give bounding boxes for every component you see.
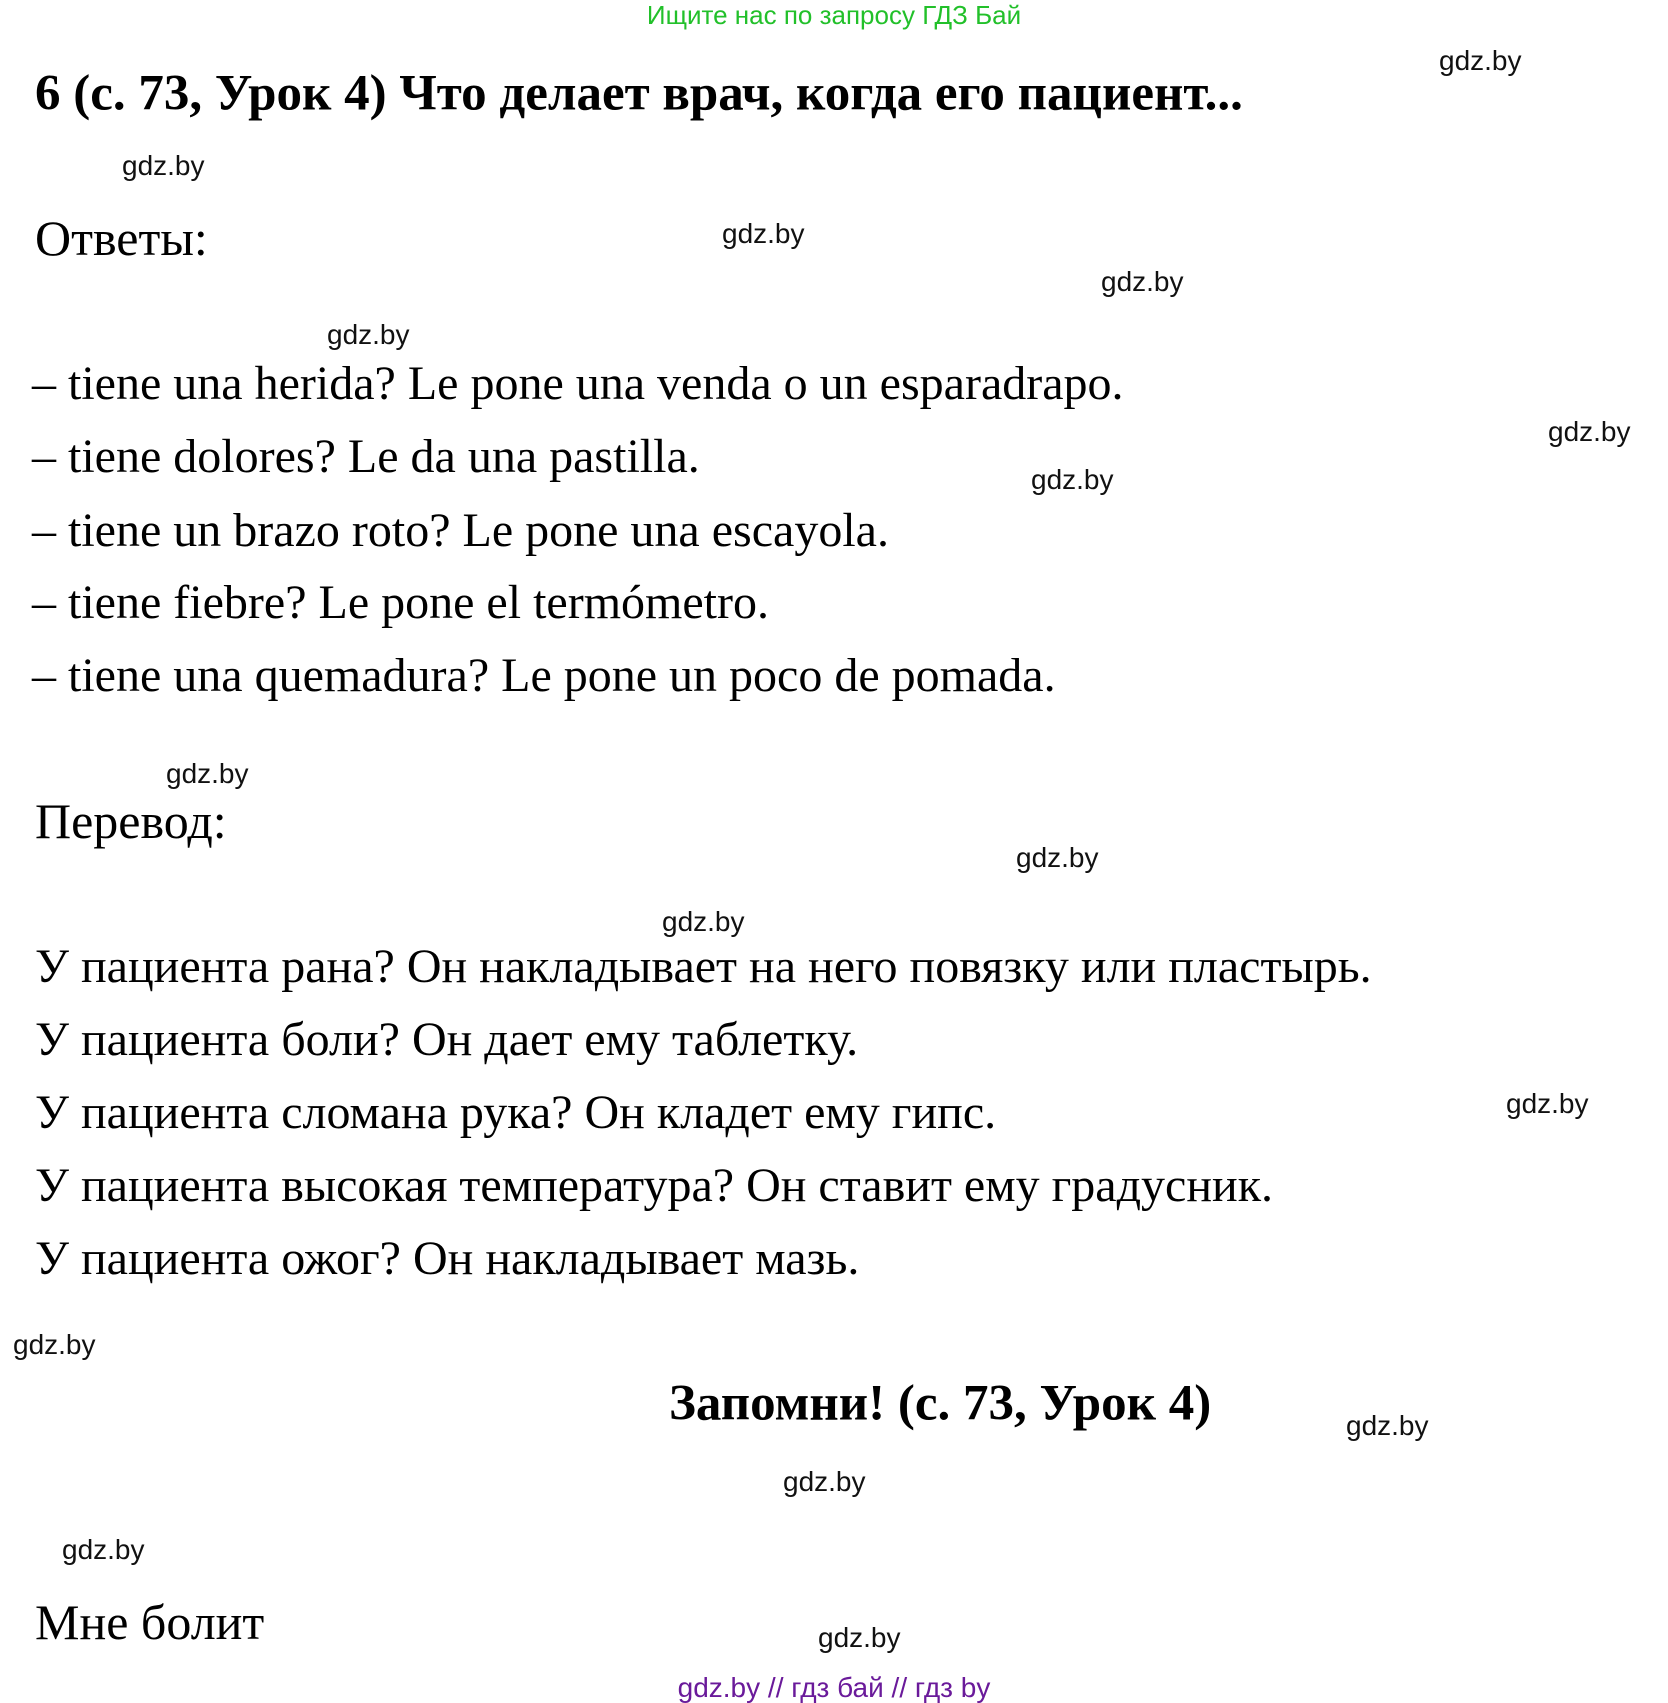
watermark: gdz.by: [1016, 842, 1099, 873]
footer-links[interactable]: gdz.by // гдз бай // гдз by: [677, 1672, 991, 1703]
page-title: 6 (с. 73, Урок 4) Что делает врач, когда его пациент...: [35, 65, 1243, 122]
watermark: gdz.by: [1439, 45, 1522, 76]
answers-heading: Ответы:: [35, 210, 208, 266]
watermark: gdz.by: [1031, 464, 1114, 495]
watermark: gdz.by: [13, 1329, 96, 1360]
answer-line: – tiene una quemadura? Le pone un poco de pomada.: [32, 649, 1056, 702]
translation-line: У пациента рана? Он накладывает на него повязку или пластырь.: [35, 940, 1372, 993]
translation-line: У пациента сломана рука? Он кладет ему гипс.: [35, 1086, 997, 1139]
watermark: gdz.by: [1346, 1410, 1429, 1441]
answer-line: – tiene una herida? Le pone una venda o un esparadrapo.: [32, 357, 1124, 410]
watermark: gdz.by: [818, 1622, 901, 1653]
watermark: gdz.by: [783, 1466, 866, 1497]
watermark: gdz.by: [327, 319, 410, 350]
answer-line: – tiene dolores? Le da una pastilla.: [32, 430, 700, 483]
translation-line: У пациента ожог? Он накладывает мазь.: [35, 1232, 860, 1285]
watermark: gdz.by: [166, 758, 249, 789]
answer-line: – tiene un brazo roto? Le pone una escayola.: [32, 504, 889, 557]
remember-heading: Запомни! (с. 73, Урок 4): [669, 1375, 1212, 1432]
translation-line: У пациента боли? Он дает ему таблетку.: [35, 1013, 859, 1066]
watermark: gdz.by: [122, 150, 205, 181]
promo-banner[interactable]: Ищите нас по запросу ГДЗ Бай: [646, 0, 1022, 30]
watermark: gdz.by: [62, 1534, 145, 1565]
remember-text: Мне болит: [35, 1594, 265, 1650]
answer-line: – tiene fiebre? Le pone el termómetro.: [32, 576, 769, 629]
watermark: gdz.by: [1506, 1088, 1589, 1119]
watermark: gdz.by: [1101, 266, 1184, 297]
watermark: gdz.by: [722, 218, 805, 249]
watermark: gdz.by: [662, 906, 745, 937]
translation-heading: Перевод:: [35, 793, 227, 849]
watermark: gdz.by: [1548, 416, 1631, 447]
translation-line: У пациента высокая температура? Он ставит ему градусник.: [35, 1159, 1274, 1212]
